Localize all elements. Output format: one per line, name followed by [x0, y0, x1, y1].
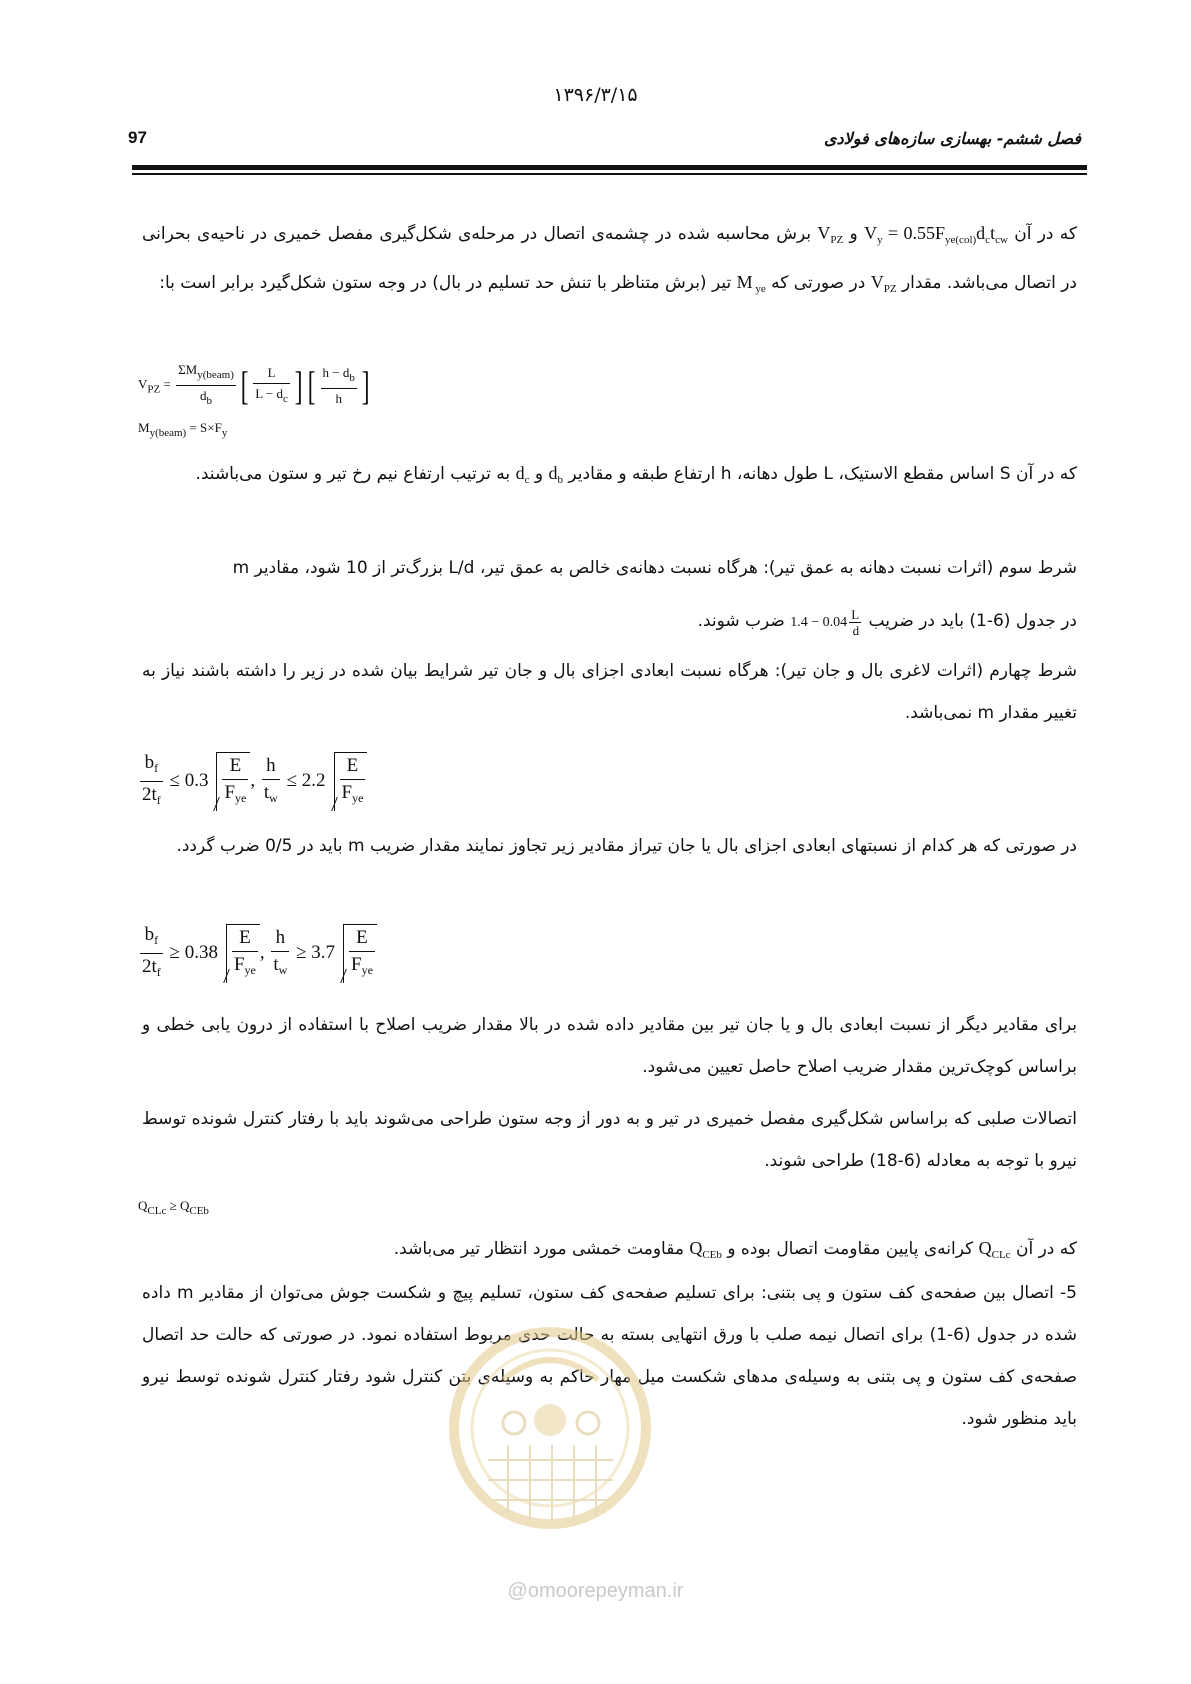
paragraph-condition-four: شرط چهارم (اثرات لاغری بال و جان تیر): هرگاه نسبت ابعادی اجزای بال و جان تیر شرایط بیان شده در زیر را داشته باشند نیاز به تغییر مقدار m نمی‌باشد. [142, 661, 1077, 723]
vy-formula: $V_y = 0.55F_{ye(col)}d_ct_{cw}$ [864, 223, 1008, 246]
equation-slenderness-limit-high: $\frac{b_f}{2t_f}$ ≥ 0.38 $\frac{E}{F_{ye}}$ , $\frac{h}{t_w}$ ≥ 3.7 $\frac{E}{F_{ye}}$ [138, 922, 377, 985]
chapter-title: فصل ششم- بهسازی سازه‌های فولادی [823, 129, 1081, 148]
paragraph-exceed-limits: در صورتی که هر کدام از نسبتهای ابعادی اجزای بال یا جان تیراز مقادیر زیر تجاوز نمایند مقدار ضریب m باید در 0/5 ضرب گردد. [176, 836, 1077, 856]
paragraph-base-plate: 5- اتصال بین صفحه‌ی کف ستون و پی بتنی: برای تسلیم صفحه‌ی کف ستون، تسلیم پیچ و شکست جوش می‌توان از مقادیر m داده شده در جدول (6-1) برای اتصال نیمه صلب با ورق انتهایی بسته به حالت حدی مربوط استفاده نمود. در صورتی که حالت حد اتصال صفحه‌ی کف ستون و پی بتنی به وسیله‌ی مدهای شکست میل مهار حاکم به وسیله‌ی بتن کنترل شود رفتار کنترل شونده توسط نیرو باید منظور شود. [142, 1283, 1077, 1429]
header-rule-thin [132, 173, 1087, 175]
paragraph-rigid-connections: اتصالات صلبی که براساس شکل‌گیری مفصل خمیری در تیر و به دور از وجه ستون طراحی می‌شوند باید با رفتار کنترل شونده توسط نیرو با توجه به معادله (6-18) طراحی شوند. [142, 1109, 1077, 1171]
equation-q-inequality: $Q_{CLc} \ge Q_{CEb}$ [138, 1198, 209, 1217]
paragraph-vpz-definition: که در آن $V_y = 0.55F_{ye(col)}d_ct_{cw}$ و $V_{PZ}$ برش محاسبه شده در چشمه‌ی اتصال در مرحله‌ی شکل‌گیری مفصل خمیری در ناحیه‌ی بحرانی در اتصال می‌باشد. مقدار $V_{PZ}$ در صورتی که M $_{ye}$ تیر (برش متناظر با تنش حد تسلیم در بال) در وجه ستون شکل‌گیرد برابر است با: [142, 223, 1077, 295]
paragraph-coefficient: در جدول (6-1) باید در ضریب 1.4 − 0.04 $\frac{L}{d}$ ضرب شوند. [697, 607, 1077, 639]
equation-my-beam: $M_{y(beam)} = S\times F_y$ [138, 420, 228, 439]
watermark-seal-icon [448, 1320, 653, 1550]
watermark-site-text: @omoorepeyman.ir [507, 1580, 684, 1602]
header-rule-thick [132, 165, 1087, 170]
paragraph-q-definitions: که در آن $Q_{CLc}$ کرانه‌ی پایین مقاومت اتصال بوده و $Q_{CEb}$ مقاومت خمشی مورد انتظار تیر می‌باشد. [393, 1238, 1077, 1261]
paragraph-variable-definitions: که در آن S اساس مقطع الاستیک، L طول دهانه، h ارتفاع طبقه و مقادیر $d_b$ و $d_c$ به ترتیب ارتفاع نیم رخ تیر و ستون می‌باشند. [195, 463, 1077, 486]
paragraph-interpolation: برای مقادیر دیگر از نسبت ابعادی بال و یا جان تیر بین مقادیر داده شده در بالا مقدار ضریب اصلاح با استفاده از درون یابی خطی و براساس کوچک‌ترین مقدار ضریب اصلاح حاصل تعیین می‌شود. [142, 1015, 1077, 1077]
page-number: 97 [128, 128, 147, 147]
page-date: ۱۳۹۶/۳/۱۵ [553, 84, 638, 106]
equation-vpz: $V_{PZ}$ = $\frac{\Sigma M_{y(beam)}}{d_b}$ [ $\frac{L}{L - d_c}$ ] [ $\frac{h - d_b}{h}$ ] [138, 362, 370, 408]
paragraph-condition-three: شرط سوم (اثرات نسبت دهانه به عمق تیر): هرگاه نسبت دهانه‌ی خالص به عمق تیر، L/d بزرگ‌تر از 10 شود، مقادیر m [232, 558, 1077, 578]
equation-slenderness-limit-low: $\frac{b_f}{2t_f}$ ≤ 0.3 $\frac{E}{F_{ye}}$ , $\frac{h}{t_w}$ ≤ 2.2 $\frac{E}{F_{ye}}$ [138, 750, 367, 813]
